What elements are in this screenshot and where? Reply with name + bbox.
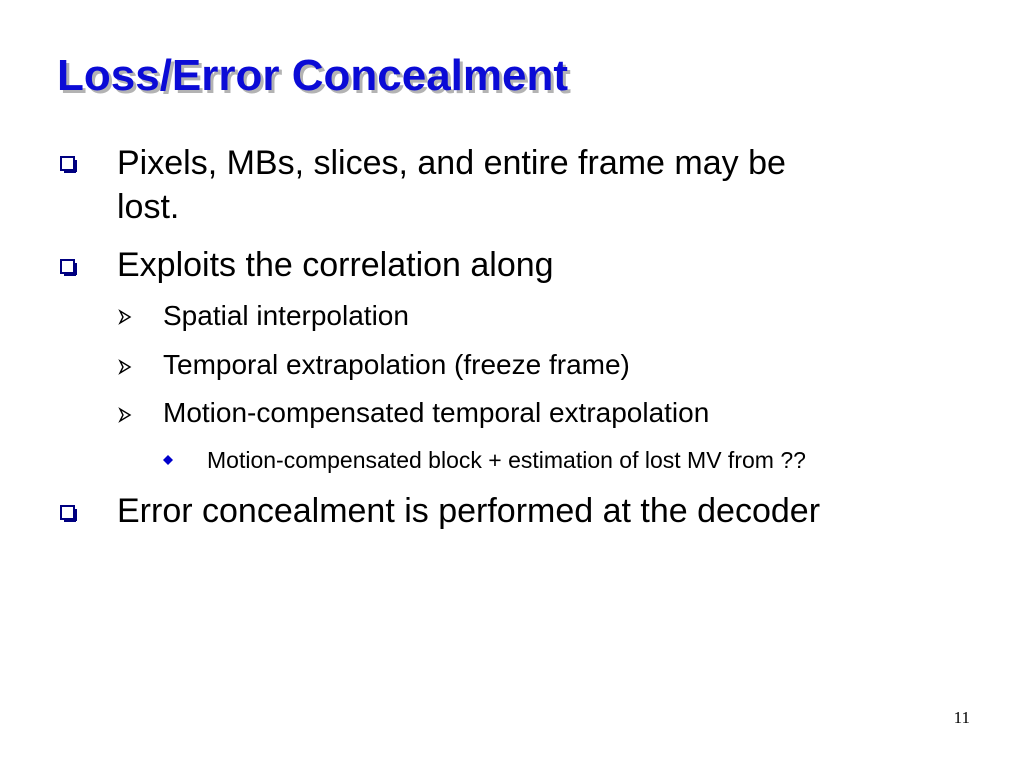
bullet-2-text: Exploits the correlation along — [117, 246, 554, 284]
sub-bullet-temporal-text: Temporal extrapolation (freeze frame) — [163, 349, 630, 380]
hollow-square-bullet-icon — [58, 154, 78, 174]
sub-sub-bullet-mv-estimation-text: Motion-compensated block + estimation of lost MV from ?? — [207, 447, 806, 473]
arrowhead-bullet-icon — [117, 309, 133, 325]
bullet-1-text-line-2: lost. — [117, 188, 180, 226]
arrowhead-bullet-icon — [117, 359, 133, 375]
hollow-square-bullet-icon — [58, 503, 78, 523]
sub-bullet-spatial-text: Spatial interpolation — [163, 300, 409, 331]
arrowhead-bullet-icon — [117, 407, 133, 423]
bullet-3-text: Error concealment is performed at the decoder — [117, 492, 821, 530]
page-number: 11 — [953, 708, 970, 727]
slide-title: Loss/Error Concealment — [57, 51, 569, 100]
sub-bullet-motion-compensated-text: Motion-compensated temporal extrapolation — [163, 397, 710, 428]
hollow-square-bullet-icon — [58, 257, 78, 277]
diamond-bullet-icon — [162, 454, 174, 466]
bullet-1-text-line-1: Pixels, MBs, slices, and entire frame may be — [117, 144, 786, 182]
